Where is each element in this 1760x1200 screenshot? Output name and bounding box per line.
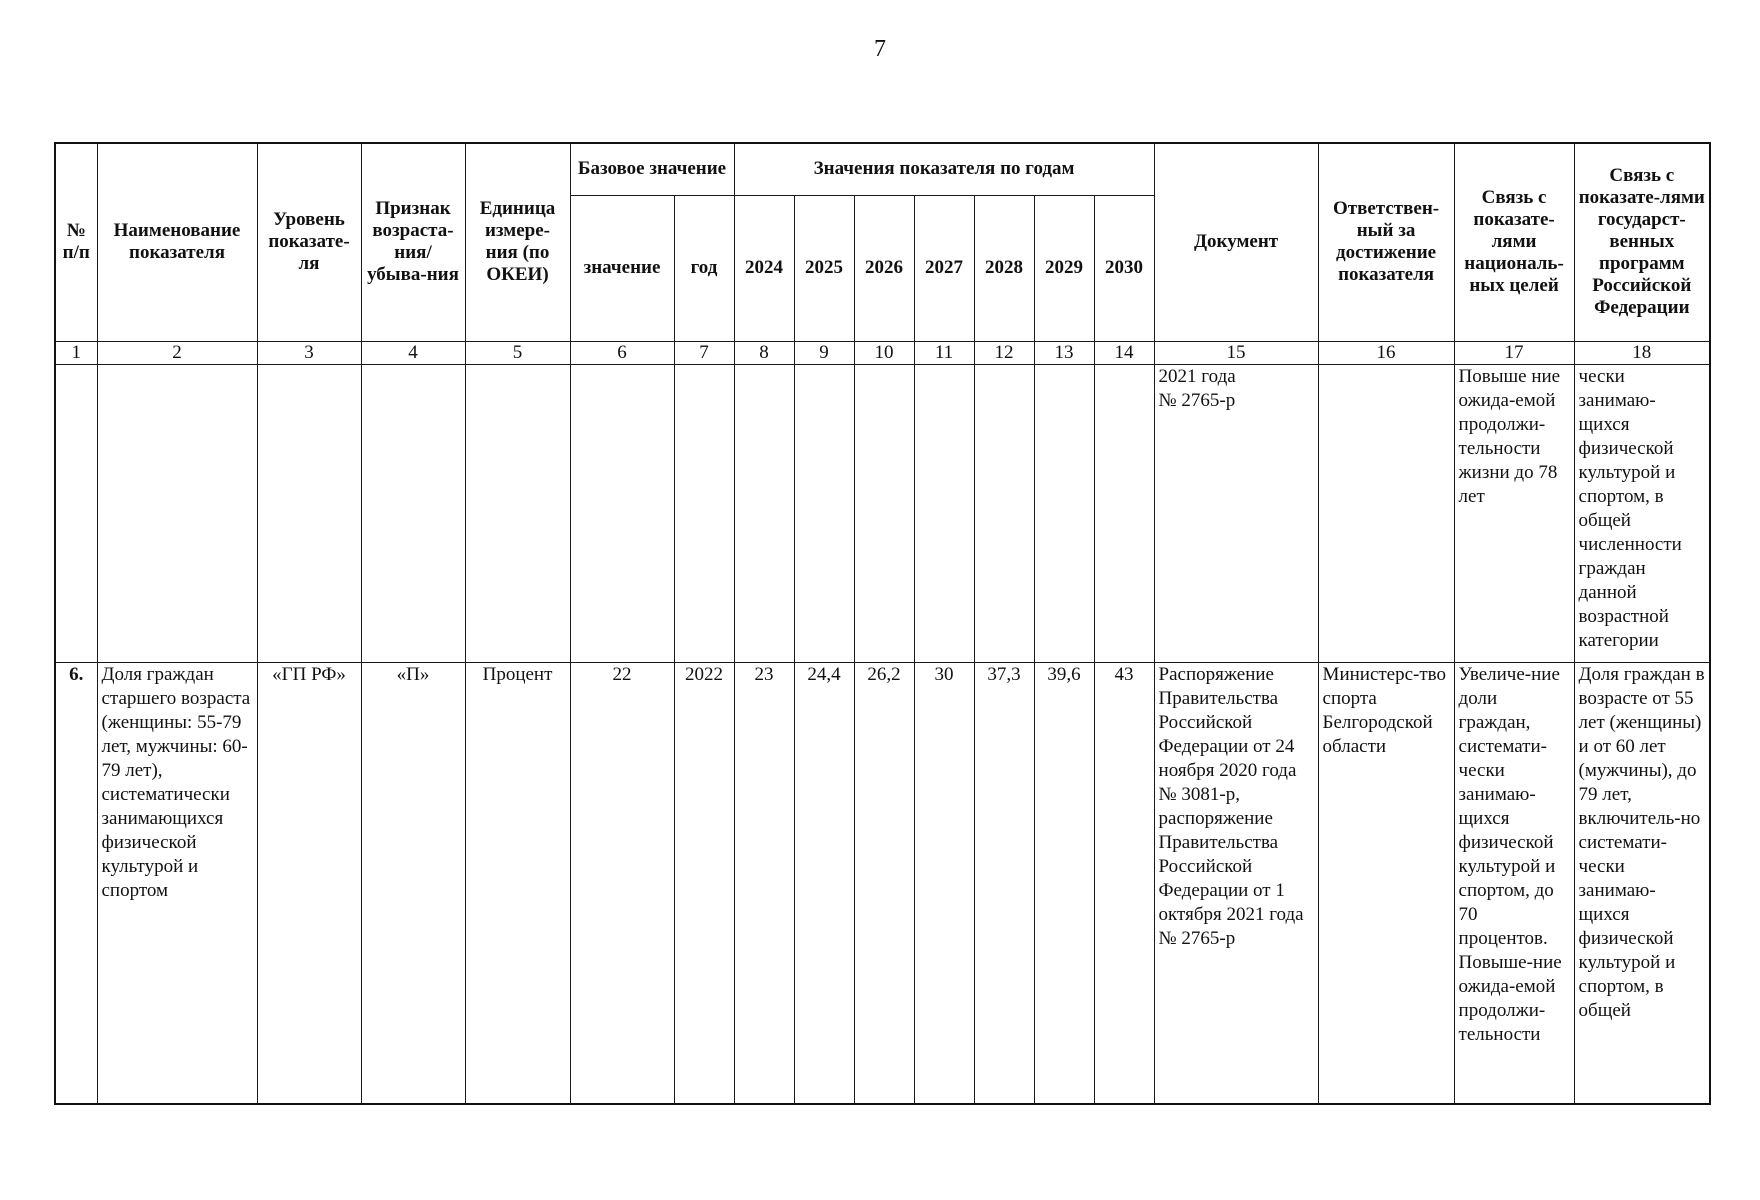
column-number: 6: [570, 341, 674, 364]
value-2030: 43: [1094, 662, 1154, 1104]
value-2026: 26,2: [854, 662, 914, 1104]
column-number: 12: [974, 341, 1034, 364]
column-number: 13: [1034, 341, 1094, 364]
value-2024: 23: [734, 662, 794, 1104]
table-cell: [1094, 364, 1154, 662]
column-number: 7: [674, 341, 734, 364]
table-cell: [914, 364, 974, 662]
header-year-2024: 2024: [734, 195, 794, 341]
column-number: 17: [1454, 341, 1574, 364]
column-number: 10: [854, 341, 914, 364]
table-row-6: [55, 662, 1710, 1104]
column-number: 16: [1318, 341, 1454, 364]
column-number: 8: [734, 341, 794, 364]
table-cell: [570, 364, 674, 662]
value-2027: 30: [914, 662, 974, 1104]
header-base-year: год: [674, 195, 734, 341]
column-number: 3: [257, 341, 361, 364]
table-cell: [794, 364, 854, 662]
table-cell: [974, 364, 1034, 662]
header-base-value: значение: [570, 195, 674, 341]
header-year-2029: 2029: [1034, 195, 1094, 341]
header-year-2028: 2028: [974, 195, 1034, 341]
header-name: Наименование показателя: [97, 143, 257, 341]
table-cell: [361, 364, 465, 662]
column-number: 1: [55, 341, 97, 364]
header-level: Уровень показате-ля: [257, 143, 361, 341]
column-number: 15: [1154, 341, 1318, 364]
indicators-table: [54, 142, 1711, 1105]
header-no: № п/п: [55, 143, 97, 341]
table-cell: [465, 364, 570, 662]
column-number: 2: [97, 341, 257, 364]
national-goals-link: Увеличе-ние доли граждан, системати-чески занимаю-щихся физической культурой и спортом, до 70 процентов. Повыше-ние ожида-емой продолжи-тельности: [1454, 662, 1574, 1104]
table-cell: [734, 364, 794, 662]
state-programs-link: Доля граждан в возрасте от 55 лет (женщины) и от 60 лет (мужчины), до 79 лет, включитель-но системати-чески занимаю-щихся физической культурой и спортом, в общей: [1574, 662, 1710, 1104]
value-2029: 39,6: [1034, 662, 1094, 1104]
header-row-1: [55, 143, 1710, 195]
column-numbers-row: [55, 341, 1710, 364]
indicator-unit: Процент: [465, 662, 570, 1104]
header-year-2030: 2030: [1094, 195, 1154, 341]
row-number: 6.: [55, 662, 97, 1104]
table-cell: [1034, 364, 1094, 662]
table-cell: [1318, 364, 1454, 662]
column-number: 11: [914, 341, 974, 364]
header-unit: Единица измере-ния (по ОКЕИ): [465, 143, 570, 341]
header-responsible: Ответствен-ный за достижение показателя: [1318, 143, 1454, 341]
header-national-goals: Связь с показате-лями националь-ных целей: [1454, 143, 1574, 341]
table-cell: [97, 364, 257, 662]
table-cell: [55, 364, 97, 662]
base-year: 2022: [674, 662, 734, 1104]
column-number: 4: [361, 341, 465, 364]
column-number: 18: [1574, 341, 1710, 364]
table-row-continuation: [55, 364, 1710, 662]
table-cell: [257, 364, 361, 662]
header-year-2025: 2025: [794, 195, 854, 341]
continuation-state-programs: чески занимаю-щихся физической культурой и спортом, в общей численности граждан данной возрастной категории: [1574, 364, 1710, 662]
document-reference: Распоряжение Правительства Российской Федерации от 24 ноября 2020 года № 3081-р, распоряжение Правительства Российской Федерации от 1 октября 2021 года № 2765-р: [1154, 662, 1318, 1104]
header-document: Документ: [1154, 143, 1318, 341]
header-year-2027: 2027: [914, 195, 974, 341]
table-cell: [674, 364, 734, 662]
header-year-2026: 2026: [854, 195, 914, 341]
header-base-group: Базовое значение: [570, 143, 734, 195]
header-years-group: Значения показателя по годам: [734, 143, 1154, 195]
continuation-national-goals: Повыше ние ожида-емой продолжи-тельности жизни до 78 лет: [1454, 364, 1574, 662]
value-2028: 37,3: [974, 662, 1034, 1104]
indicator-name: Доля граждан старшего возраста (женщины: 55-79 лет, мужчины: 60-79 лет), систематически занимающихся физической культурой и спортом: [97, 662, 257, 1104]
header-sign: Признак возраста-ния/ убыва-ния: [361, 143, 465, 341]
indicator-sign: «П»: [361, 662, 465, 1104]
column-number: 5: [465, 341, 570, 364]
page-number: 7: [874, 36, 886, 62]
header-state-programs: Связь с показате-лями государст-венных программ Российской Федерации: [1574, 143, 1710, 341]
indicator-level: «ГП РФ»: [257, 662, 361, 1104]
base-value: 22: [570, 662, 674, 1104]
continuation-document: 2021 года № 2765-р: [1154, 364, 1318, 662]
value-2025: 24,4: [794, 662, 854, 1104]
column-number: 14: [1094, 341, 1154, 364]
column-number: 9: [794, 341, 854, 364]
table-cell: [854, 364, 914, 662]
responsible-body: Министерс-тво спорта Белгородской области: [1318, 662, 1454, 1104]
